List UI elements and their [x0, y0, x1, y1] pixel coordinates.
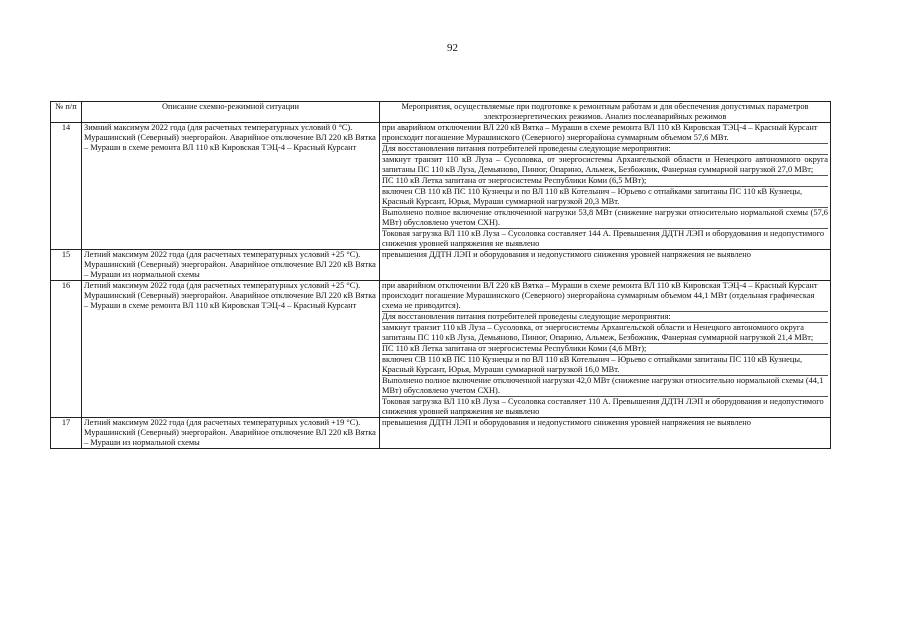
measure-paragraph: Выполнено полное включение отключенной нагрузки 53,8 МВт (снижение нагрузки относительно нормальной схемы (57,6 МВт) обусловлено учетом СХН). — [382, 208, 828, 227]
measure-paragraph: превышения ДДТН ЛЭП и оборудования и недопустимого снижения уровней напряжения не выявлено — [382, 250, 751, 259]
row-measures — [380, 418, 831, 449]
table-row — [51, 123, 831, 250]
table-row — [51, 250, 831, 281]
measure-paragraph: замкнут транзит 110 кВ Луза – Сусоловка, от энергосистемы Архангельской области и Ненецкого автономного округа запитаны ПС 110 кВ Луза, Демьяново, Пинюг, Опарино, Альмеж, Безбожник, Фанерная суммарной нагрузкой 27,0 МВт; — [382, 155, 828, 174]
row-number: 15 — [51, 250, 82, 281]
header-num: № п/п — [51, 102, 82, 123]
page-number: 92 — [447, 42, 458, 54]
measure-paragraph: ПС 110 кВ Летка запитана от энергосистемы Республики Коми (4,6 МВт); — [382, 344, 828, 355]
table-row — [51, 281, 831, 418]
header-measures: Мероприятия, осуществляемые при подготовке к ремонтным работам и для обеспечения допустимых параметров электроэнергетических режимов. Анализ послеаварийных режимов — [380, 102, 831, 123]
measure-paragraph: при аварийном отключении ВЛ 220 кВ Вятка – Мураши в схеме ремонта ВЛ 110 кВ Кировская ТЭЦ-4 – Красный Курсант происходит погашение Мурашинского (Северного) энергорайона суммарным объемом 57,6 МВт. — [382, 123, 828, 144]
row-number: 14 — [51, 123, 82, 250]
row-description: Летний максимум 2022 года (для расчетных температурных условий +19 °С). Мурашинский (Северный) энергорайон. Аварийное отключение ВЛ 220 кВ Вятка – Мураши из нормальной схемы — [82, 418, 380, 449]
table-header-row — [51, 102, 831, 123]
table-row — [51, 418, 831, 449]
measure-paragraph: Для восстановления питания потребителей проведены следующие мероприятия: — [382, 144, 828, 155]
measure-paragraph: Токовая загрузка ВЛ 110 кВ Луза – Сусоловка составляет 144 А. Превышения ДДТН ЛЭП и оборудования и недопустимого снижения уровней напряжения не выявлено — [382, 229, 825, 248]
row-measures — [380, 123, 831, 250]
measure-paragraph: Токовая загрузка ВЛ 110 кВ Луза – Сусоловка составляет 110 А. Превышения ДДТН ЛЭП и оборудования и недопустимого снижения уровней напряжения не выявлено — [382, 397, 824, 416]
row-number: 16 — [51, 281, 82, 418]
measure-paragraph: Выполнено полное включение отключенной нагрузки 42,0 МВт (снижение нагрузки относительно нормальной схемы (44,1 МВт) обусловлено учетом СХН). — [382, 376, 828, 397]
measure-paragraph: замкнут транзит 110 кВ Луза – Сусоловка, от энергосистемы Архангельской области и Ненецкого автономного округа запитаны ПС 110 кВ Луза, Демьяново, Пинюг, Опарино, Альмеж, Безбожник, Фанерная суммарной нагрузкой 21,4 МВт; — [382, 323, 828, 344]
measure-paragraph: включен СВ 110 кВ ПС 110 Кузнецы и по ВЛ 110 кВ Котельнич – Юрьево с отпайками запитаны ПС 110 кВ Кузнецы, Красный Курсант, Юрья, Мураши суммарной нагрузкой 20,3 МВт. — [382, 187, 828, 208]
measure-paragraph: ПС 110 кВ Летка запитана от энергосистемы Республики Коми (6,5 МВт); — [382, 176, 828, 187]
measure-paragraph: при аварийном отключении ВЛ 220 кВ Вятка – Мураши в схеме ремонта ВЛ 110 кВ Кировская ТЭЦ-4 – Красный Курсант происходит погашение Мурашинского (Северного) энергорайона суммарным объемом 44,1 МВт (отдельная графическая схема не приводится). — [382, 281, 828, 312]
measure-paragraph: включен СВ 110 кВ ПС 110 Кузнецы и по ВЛ 110 кВ Котельнич – Юрьево с отпайками запитаны ПС 110 кВ Кузнецы, Красный Курсант, Юрья, Мураши суммарной нагрузкой 16,0 МВт. — [382, 355, 828, 376]
row-description: Летний максимум 2022 года (для расчетных температурных условий +25 °С). Мурашинский (Северный) энергорайон. Аварийное отключение ВЛ 220 кВ Вятка – Мураши в схеме ремонта ВЛ 110 кВ Кировская ТЭЦ-4 – Красный Курсант — [82, 281, 380, 418]
row-description: Зимний максимум 2022 года (для расчетных температурных условий 0 °С). Мурашинский (Северный) энергорайон. Аварийное отключение ВЛ 220 кВ Вятка – Мураши в схеме ремонта ВЛ 110 кВ Кировская ТЭЦ-4 – Красный Курсант — [82, 123, 380, 250]
row-measures — [380, 250, 831, 281]
row-measures — [380, 281, 831, 418]
row-description: Летний максимум 2022 года (для расчетных температурных условий +25 °С). Мурашинский (Северный) энергорайон. Аварийное отключение ВЛ 220 кВ Вятка – Мураши из нормальной схемы — [82, 250, 380, 281]
scenario-table — [50, 101, 831, 449]
measure-paragraph: Для восстановления питания потребителей проведены следующие мероприятия: — [382, 312, 828, 323]
header-description: Описание схемно-режимной ситуации — [82, 102, 380, 123]
row-number: 17 — [51, 418, 82, 449]
measure-paragraph: превышения ДДТН ЛЭП и оборудования и недопустимого снижения уровней напряжения не выявлено — [382, 418, 751, 427]
